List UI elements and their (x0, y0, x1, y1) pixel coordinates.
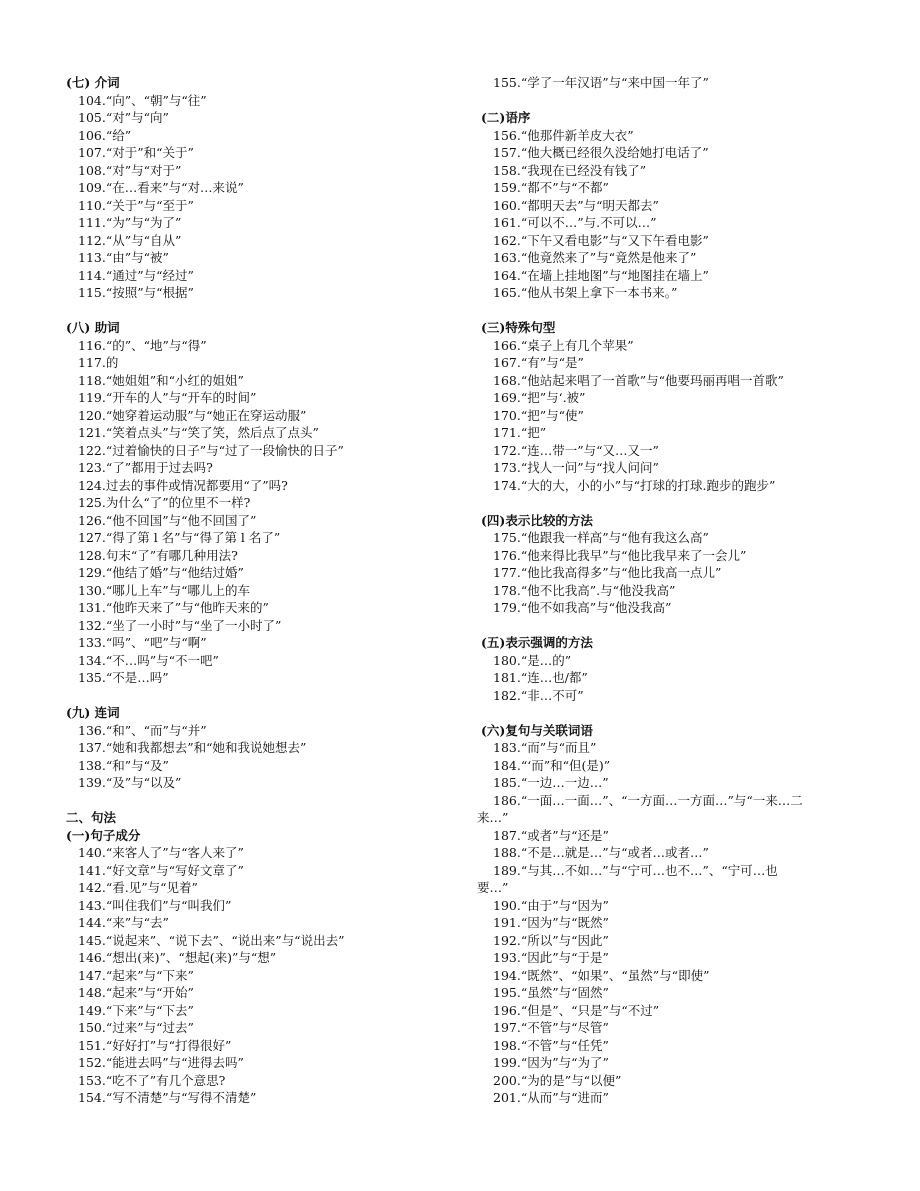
list-item: 149.“下来”与“下去” (78, 1002, 194, 1018)
list-item: 186.“一面…一面…”、“一方面…一方面…”与“一来…二 (493, 792, 803, 808)
list-item: 152.“能进去吗”与“进得去吗” (78, 1055, 244, 1070)
list-item: 166.“桌子上有几个苹果” (493, 337, 634, 353)
list-item: 169.“把”与‘.被” (493, 390, 586, 405)
list-item: 139.“及”与“以及” (78, 775, 182, 790)
list-item: 142.“看.见”与“见着” (78, 880, 198, 895)
list-item: 170.“把”与“使” (493, 407, 584, 423)
list-item: 105.“对”与“向” (78, 110, 169, 125)
list-item: 179.“他不如我高”与“他没我高” (493, 600, 672, 615)
list-item: 200.“为的是”与“以便” (493, 1072, 622, 1088)
list-item: 150.“过来”与“过去” (78, 1020, 194, 1035)
list-item: 158.“我现在已经没有钱了” (493, 162, 647, 178)
section-heading: (八) 助词 (66, 320, 120, 335)
list-item: 187.“或者”与“还是” (493, 827, 609, 843)
list-item: 132.“坐了一小时”与“坐了一小时了” (78, 617, 282, 633)
spacer (62, 302, 462, 320)
list-item: 112.“从”与“自从” (78, 232, 182, 248)
list-item: 120.“她穿着运动服”与“她正在穿运动服” (78, 407, 307, 423)
list-item: 122.“过着愉快的日子”与“过了一段愉快的日子” (78, 442, 344, 458)
list-item: 192.“所以”与“因此” (493, 932, 609, 948)
list-item: 147.“起来”与“下来” (78, 967, 194, 983)
list-item: 155.“学了一年汉语”与“来中国一年了” (493, 75, 709, 90)
list-item: 135.“不是…吗” (78, 670, 169, 685)
list-item: 180.“是…的” (493, 652, 572, 668)
list-item: 161.“可以不…”与.不可以…” (493, 215, 657, 230)
spacer (477, 494, 877, 512)
list-item: 159.“都不”与“不都” (493, 180, 609, 195)
list-item: 167.“有”与“是” (493, 355, 584, 370)
list-item: 163.“他竟然来了”与“竟然是他来了” (493, 250, 697, 265)
subsection-heading: (二)语序 (481, 110, 531, 125)
list-item: 148.“起来”与“开始” (78, 985, 194, 1000)
list-item: 145.“说起来”、“说下去”、“说出来”与“说出去” (78, 932, 345, 948)
list-item: 114.“通过”与“经过” (78, 267, 194, 283)
list-item: 106.“给” (78, 127, 132, 143)
spacer (477, 92, 877, 110)
list-item: 160.“都明天去”与“明天都去” (493, 197, 659, 213)
list-item: 196.“但是”、“只是”与“不过” (493, 1002, 660, 1018)
list-item: 185.“一边…一边…” (493, 775, 609, 790)
list-item: 111.“为”与“为了” (78, 215, 182, 230)
subsection-heading: (三)特殊句型 (481, 320, 556, 335)
list-item: 134.“不…吗”与“不一吧” (78, 652, 219, 668)
list-item: 130.“哪儿上车”与“哪儿上的车 (78, 582, 251, 598)
list-item: 184.“‘而”和“但(是)” (493, 757, 611, 773)
list-item: 137.“她和我都想去”和“她和我说她想去” (78, 740, 307, 755)
spacer (477, 617, 877, 635)
list-item: 183.“而”与“而且” (493, 740, 597, 755)
list-item: 151.“好好打”与“打得很好” (78, 1037, 232, 1053)
list-item: 154.“写不清楚”与“写得不清楚” (78, 1090, 257, 1105)
list-item: 136.“和”、“而”与“并” (78, 722, 207, 738)
subsection-heading: (一)句子成分 (66, 827, 141, 843)
list-item: 181.“连…也/都” (493, 670, 588, 685)
list-item: 146.“想出(来)”、“想起(来)”与“想” (78, 950, 277, 965)
list-item: 140.“来客人了”与“客人来了” (78, 845, 244, 860)
spacer (477, 302, 877, 320)
list-item: 126.“他不回国”与“他不回国了” (78, 512, 257, 528)
list-item: 173.“找人一问”与“找人问问” (493, 460, 659, 475)
right-column (477, 74, 877, 1107)
list-item: 143.“叫住我们”与“叫我们” (78, 897, 232, 913)
list-item: 194.“既然”、“如果”、“虽然”与“即使” (493, 967, 710, 983)
list-item: 117.的 (78, 355, 119, 370)
list-item: 131.“他昨天来了”与“他昨天来的” (78, 600, 269, 615)
list-item: 129.“他结了婚”与“他结过婚” (78, 565, 244, 580)
list-item: 109.“在…看来”与“对…来说” (78, 180, 244, 195)
list-item: 156.“他那件新羊皮大衣” (493, 127, 634, 143)
list-item: 177.“他比我高得多”与“他比我高一点儿” (493, 565, 722, 580)
list-item: 168.“他站起来唱了一首歌”与“他要玛丽再唱一首歌” (493, 372, 784, 388)
list-item: 201.“从而”与“进而” (493, 1090, 609, 1105)
list-item: 153.“吃不了”有几个意思? (78, 1072, 226, 1088)
list-item: 107.“对于”和“关于” (78, 145, 194, 160)
list-item: 138.“和”与“及” (78, 757, 169, 773)
left-column (62, 74, 462, 1107)
list-item: 189.“与其…不如…”与“宁可…也不…”、“宁可…也 (493, 862, 778, 878)
list-item: 193.“因此”与“于是” (493, 950, 609, 965)
list-item-continuation: 来…” (477, 810, 509, 825)
list-item: 110.“关于”与“至于” (78, 197, 194, 213)
subsection-heading: (五)表示强调的方法 (481, 635, 593, 650)
list-item: 144.“来”与“去” (78, 915, 169, 930)
spacer (62, 792, 462, 810)
list-item: 104.“向”、“朝”与“往” (78, 92, 207, 108)
section-heading: 二、句法 (66, 810, 117, 825)
list-item: 199.“因为”与“为了” (493, 1055, 609, 1070)
subsection-heading: (四)表示比较的方法 (481, 512, 593, 528)
spacer (477, 704, 877, 722)
list-item: 172.“连…带一”与“又…又一” (493, 442, 659, 458)
list-item: 198.“不管”与“任凭” (493, 1037, 609, 1053)
list-item: 121.“笑着点头”与“笑了笑，然后点了点头” (78, 425, 319, 440)
list-item: 162.“下午又看电影”与“又下午看电影” (493, 232, 709, 248)
list-item: 191.“因为”与“既然” (493, 915, 609, 930)
list-item: 133.“吗”、“吧”与“啊” (78, 635, 207, 650)
spacer (62, 687, 462, 705)
subsection-heading: (六)复句与关联词语 (481, 722, 593, 738)
list-item: 125.为什么“了”的位里不一样? (78, 495, 251, 510)
list-item: 118.“她姐姐”和“小红的姐姐” (78, 372, 244, 388)
list-item: 171.“把” (493, 425, 547, 440)
section-heading: (九) 连词 (66, 705, 120, 720)
list-item: 127.“得了第 l 名”与“得了第 l 名了” (78, 530, 281, 545)
list-item: 190.“由于”与“因为” (493, 897, 609, 913)
list-item: 141.“好文章”与“写好文章了” (78, 862, 244, 878)
list-item: 178.“他不比我高”.与“他没我高” (493, 582, 676, 598)
list-item: 116.“的”、“地”与“得” (78, 337, 207, 353)
list-item: 164.“在墙上挂地图”与“地图挂在墙上” (493, 267, 709, 283)
list-item: 197.“不管”与“尽管” (493, 1020, 609, 1035)
list-item: 108.“对”与“对于” (78, 162, 182, 178)
section-heading: (七) 介词 (66, 75, 120, 90)
list-item: 157.“他大概已经很久没给她打电话了” (493, 145, 709, 160)
list-item-continuation: 要…” (477, 880, 509, 895)
list-item: 128.句末“了”有哪几种用法? (78, 547, 238, 563)
list-item: 195.“虽然”与“固然” (493, 985, 609, 1000)
list-item: 174.“大的大，小的小”与“打球的打球.跑步的跑步” (493, 477, 776, 493)
list-item: 124.过去的事件或情况都要用“了”吗? (78, 477, 288, 493)
list-item: 123.“了”都用于过去吗? (78, 460, 213, 475)
list-item: 119.“开车的人”与“开车的时间” (78, 390, 257, 405)
list-item: 176.“他来得比我早”与“他比我早来了一会儿” (493, 547, 747, 563)
list-item: 182.“非…不可” (493, 687, 584, 703)
list-item: 165.“他从书架上拿下一本书来。” (493, 285, 678, 300)
list-item: 115.“按照”与“根据” (78, 285, 194, 300)
list-item: 113.“由”与“被” (78, 250, 169, 265)
list-item: 188.“不是…就是…”与“或者…或者…” (493, 845, 709, 860)
list-item: 175.“他跟我一样高”与“他有我这么高” (493, 530, 709, 545)
